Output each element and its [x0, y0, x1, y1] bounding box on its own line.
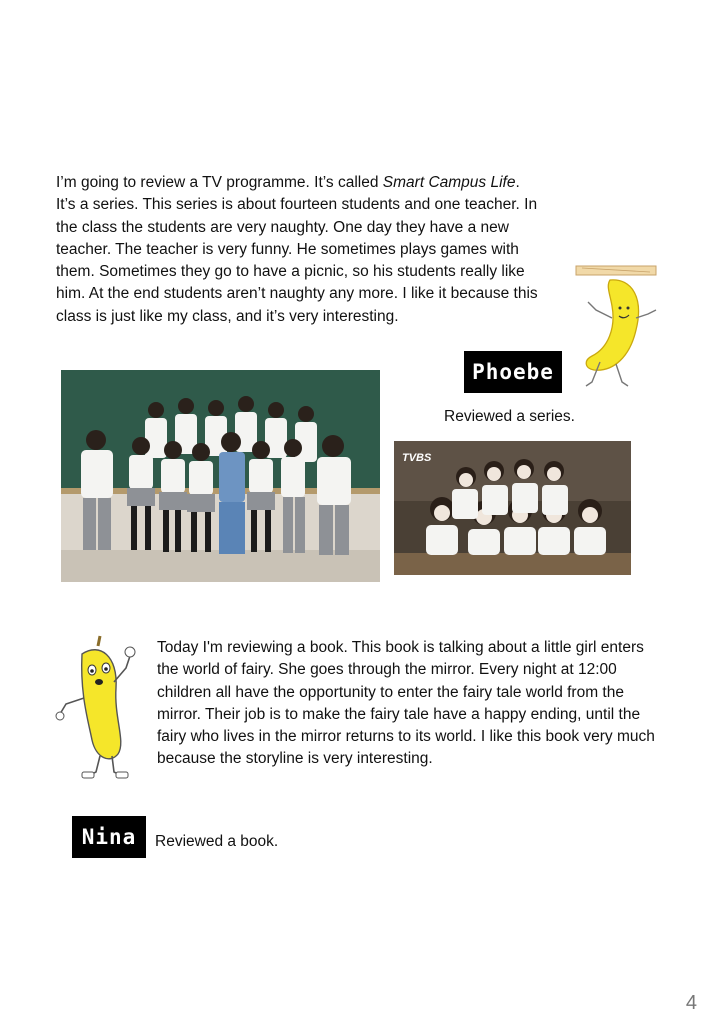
tv-series-cast-photo: [394, 441, 631, 575]
review-1-paragraph: [56, 172, 540, 328]
review-2-caption: Reviewed a book.: [155, 833, 279, 850]
review-1-text-rest: . It’s a series. This series is about fourteen students and one teacher. In the class the students are very naughty. One day they have a new teacher. The teacher is very funny. He sometimes plays games with them. Sometimes they go to have a picnic, so his students really like him. At the end students aren’t naughty any more. I like it because this class is just like my class, and it’s very interesting.: [56, 174, 538, 325]
banana-doodle-nina: [52, 632, 142, 784]
tvbs-logo: TVBS: [402, 452, 432, 464]
reviewer-name-tag-phoebe: Phoebe: [464, 351, 562, 393]
programme-title: Smart Campus Life: [382, 174, 516, 191]
banana-doodle-phoebe: [570, 258, 660, 398]
reviewer-name-tag-nina: Nina: [72, 816, 146, 858]
review-2-paragraph: Today I'm reviewing a book. This book is talking about a little girl enters the world of fairy. She goes through the mirror. Every night at 12:00 children all have the opportunity to enter the fairy tale world from the mirror. Their job is to make the fairy tale have a happy ending, until the fairy who lives in the mirror returns to its world. I like this book very much because the storyline is very interesting.: [157, 639, 655, 768]
page-number: 4: [685, 992, 697, 1014]
review-1-caption: Reviewed a series.: [444, 408, 575, 425]
class-group-photo: [61, 370, 380, 582]
review-1-text-start: I’m going to review a TV programme. It’s called: [56, 174, 383, 191]
